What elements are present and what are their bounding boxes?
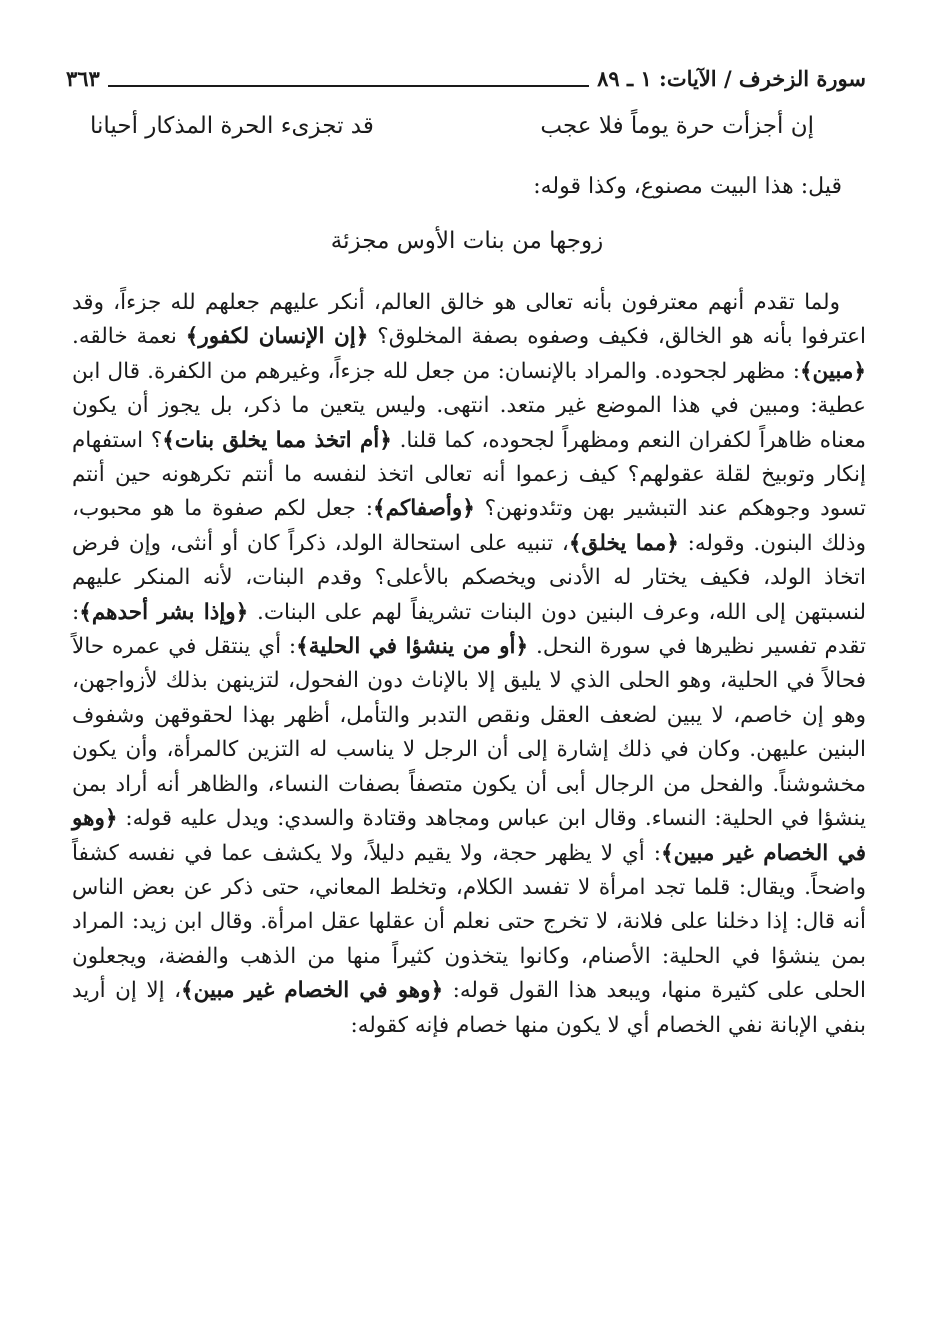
quran-quote: ﴿وإذا بشر أحدهم﴾ [79,599,249,625]
quran-quote: ﴿وهو في الخصام غير مبين﴾ [181,978,444,1004]
commentary-body [72,286,866,1043]
poetry-verse-1 [90,113,814,139]
commentary-paragraph: ولما تقدم أنهم معترفون بأنه تعالى هو خالق العالم، أنكر عليهم جعلهم لله جزءاً، وقد اعترفوا بأنه هو الخالق، فكيف وصفوه بصفة المخلوق؟ ﴿إن الإنسان لكفور﴾ نعمة خالقه. ﴿مبين﴾: مظهر لجحوده. والمراد بالإنسان: من جعل لله جزءاً، وغيرهم من الكفرة. قال ابن عطية: ومبين في هذا الموضع غير متعد. انتهى. وليس يتعين ما ذكر، بل يجوز أن يكون معناه ظاهراً لكفران النعم ومظهراً لجحوده، كما قلنا. ﴿أم اتخذ مما يخلق بنات﴾؟ استفهام إنكار وتوبيخ لقلة عقولهم؟ كيف زعموا أنه تعالى اتخذ لنفسه ما أنتم تكرهونه حين أنتم تسود وجوهكم عند التبشير بهن وتئدونهن؟ ﴿وأصفاكم﴾: جعل لكم صفوة ما هو محبوب، وذلك البنون. وقوله: ﴿مما يخلق﴾، تنبيه على استحالة الولد، ذكراً كان أو أنثى، وإن فرض اتخاذ الولد، فكيف يختار له الأدنى ويخصكم بالأعلى؟ وقدم البنات، لأنه المنكر عليهم لنسبتهن إلى الله، وعرف البنين دون البنات تشريفاً لهم على البنات. ﴿وإذا بشر أحدهم﴾: تقدم تفسير نظيرها في سورة النحل. ﴿أو من ينشؤا في الحلية﴾: أي ينتقل في عمره حالاً فحالاً في الحلية، وهو الحلى الذي لا يليق إلا بالإناث دون الفحول، لتزينهن بذلك لأزواجهن، وهو إن خاصم، لا يبين لضعف العقل ونقص التدبر والتأمل، أظهر بهذا لحقوقهن وشفوف البنين عليهن. وكان في ذلك إشارة إلى أن الرجل لا يناسب له التزين كالمرأة، وأن يكون مخشوشناً. والفحل من الرجال أبى أن يكون متصفاً بصفات النساء، والظاهر أنه أراد بمن ينشؤا في الحلية: النساء. وقال ابن عباس ومجاهد وقتادة والسدي: ويدل عليه قوله: ﴿وهو في الخصام غير مبين﴾: أي لا يظهر حجة، ولا يقيم دليلاً، ولا يكشف عما في نفسه كشفاً واضحاً. ويقال: قلما تجد امرأة لا تفسد الكلام، وتخلط المعاني، حتى ذكر عن بعض الناس أنه قال: إذا دخلنا على فلانة، لا تخرج حتى نعلم أن عقلها عقل امرأة. وقال ابن زيد: المراد بمن ينشؤا في الحلية: الأصنام، وكانوا يتخذون كثيراً منها من الذهب والفضة، ويجعلون الحلى على كثيرة منها، ويبعد هذا القول قوله: ﴿وهو في الخصام غير مبين﴾، إلا إن أريد بنفي الإبانة نفي الخصام أي لا يكون منها خصام فإنه كقوله: [72,290,867,1038]
poetry-verse-2: زوجها من بنات الأوس مجزئة [330,228,604,254]
header-rule [108,85,589,87]
quran-quote: ﴿مما يخلق﴾ [568,530,679,556]
verse-1-first-hemistich: إن أجزأت حرة يوماً فلا عجب [540,113,814,139]
quran-quote: ﴿وهو في الخصام غير مبين﴾ [72,806,866,866]
page-number: ٣٦٣ [66,65,100,91]
intro-line: قيل: هذا البيت مصنوع، وكذا قوله: [533,174,842,199]
quran-quote: ﴿أو من ينشؤا في الحلية﴾ [296,634,529,660]
quran-quote: ﴿أم اتخذ مما يخلق بنات﴾ [162,427,392,453]
page-header [66,58,866,98]
verse-1-second-hemistich: قد تجزىء الحرة المذكار أحيانا [90,113,374,139]
quran-quote: ﴿إن الإنسان لكفور﴾ [185,324,369,350]
quran-quote: ﴿مبين﴾ [799,358,866,384]
surah-title: سورة الزخرف / الآيات: ١ ـ ٨٩ [597,65,866,91]
quran-quote: ﴿وأصفاكم﴾ [373,496,475,522]
